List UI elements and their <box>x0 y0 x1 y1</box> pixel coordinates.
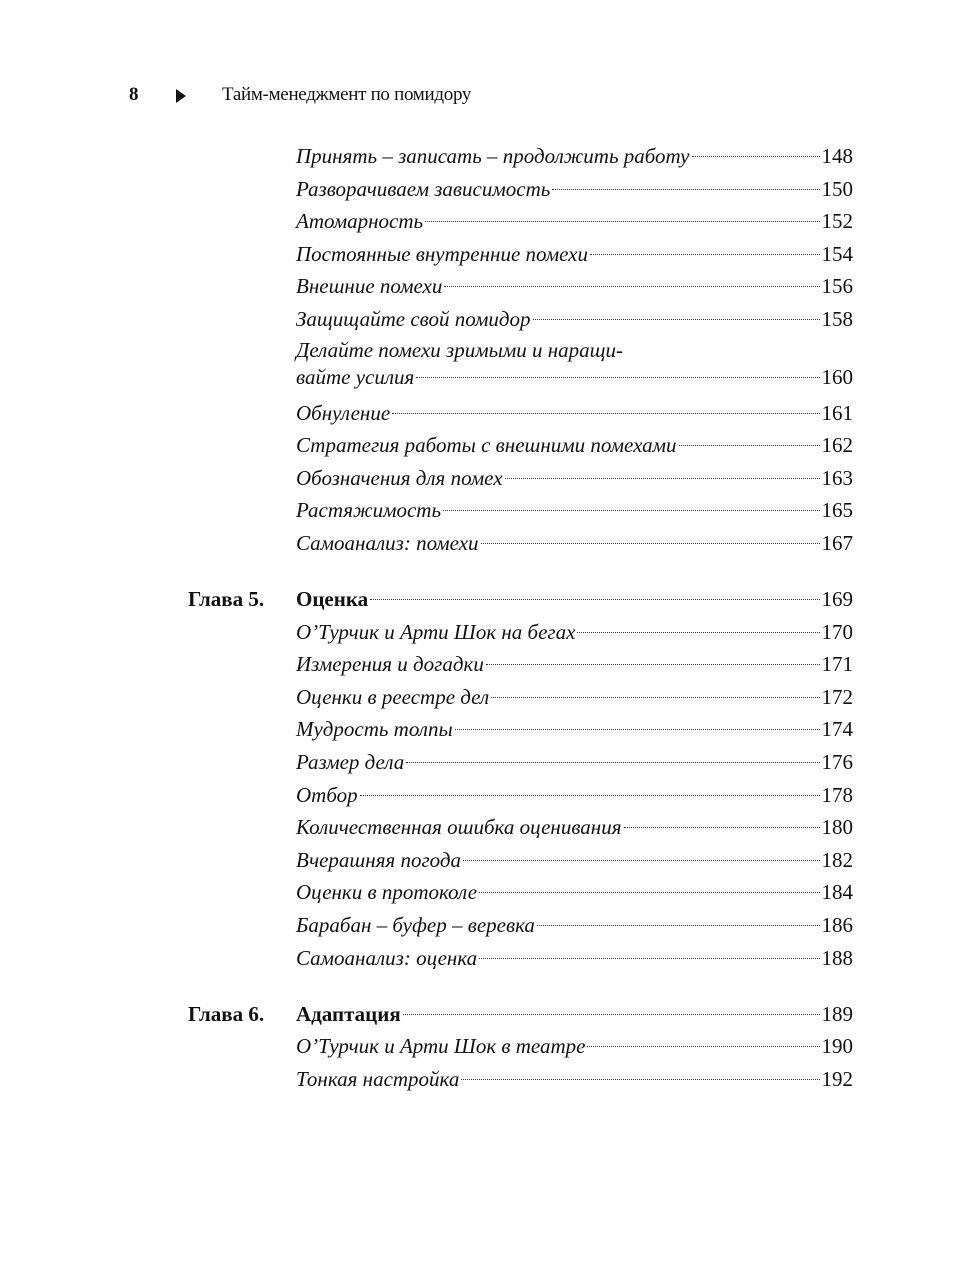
toc-entry-title: Растяжимость <box>296 498 442 523</box>
toc-entry-title: Атомарность <box>296 209 424 234</box>
dot-leader <box>463 860 819 861</box>
dot-leader <box>416 377 819 378</box>
toc-entry-title: Оценки в реестре дел <box>296 684 490 709</box>
running-header <box>0 84 974 110</box>
toc-entry <box>188 494 853 527</box>
dot-leader <box>444 286 819 287</box>
toc-entry-title: Разворачиваем зависимость <box>296 176 551 201</box>
table-of-contents <box>188 140 853 1095</box>
toc-line <box>296 462 853 495</box>
dot-leader <box>692 156 820 157</box>
dot-leader <box>425 221 819 222</box>
toc-line <box>296 397 853 430</box>
dot-leader <box>533 319 820 320</box>
dot-leader <box>590 254 820 255</box>
toc-entry <box>188 713 853 746</box>
toc-page-number: 158 <box>821 306 853 331</box>
toc-page-number: 174 <box>821 717 853 742</box>
toc-group <box>188 140 853 560</box>
toc-page-number: 165 <box>821 498 853 523</box>
toc-page-number: 176 <box>821 750 853 774</box>
dot-leader <box>505 478 820 479</box>
toc-page-number: 192 <box>821 1066 853 1091</box>
toc-page-number: 180 <box>821 815 853 840</box>
toc-entry <box>188 942 853 975</box>
toc-entry <box>188 648 853 681</box>
toc-chapter-row <box>188 583 853 616</box>
toc-entry-title: Оценки в протоколе <box>296 880 478 905</box>
dot-leader <box>624 827 820 828</box>
toc-entry <box>188 173 853 206</box>
toc-page-number: 189 <box>821 1001 853 1026</box>
toc-entry-title: Размер дела <box>296 750 405 774</box>
toc-entry-title: Тонкая настройка <box>296 1066 460 1091</box>
toc-entry <box>188 909 853 942</box>
toc-line <box>296 713 853 746</box>
toc-entry-title: Самоанализ: помехи <box>296 530 479 555</box>
toc-page-number: 160 <box>821 364 853 389</box>
toc-entry-title: Постоянные внутренние помехи <box>296 241 588 266</box>
toc-group <box>188 583 853 974</box>
toc-entry <box>188 303 853 336</box>
toc-page-number: 188 <box>821 945 853 970</box>
toc-line <box>296 746 853 779</box>
toc-line <box>296 494 853 527</box>
toc-page-number: 163 <box>821 465 853 490</box>
chapter-label: Глава 6. <box>188 1001 265 1026</box>
toc-page-number: 161 <box>821 400 853 425</box>
toc-entry-title: Обнуление <box>296 400 391 425</box>
toc-entry-title: Стратегия работы с внешними помехами <box>296 433 677 458</box>
toc-entry-title: вайте усилия <box>296 364 415 389</box>
triangle-right-icon <box>176 89 186 103</box>
toc-entry <box>188 1063 853 1096</box>
toc-entry-title: Измерения и догадки <box>296 652 484 677</box>
dot-leader <box>360 795 820 796</box>
dot-leader <box>479 958 819 959</box>
dot-leader <box>491 697 819 698</box>
toc-page-number: 152 <box>821 209 853 234</box>
toc-group <box>188 998 853 1096</box>
toc-entry-title: Защищайте свой помидор <box>296 306 531 331</box>
dot-leader <box>370 599 819 600</box>
chapter-label: Глава 5. <box>188 587 265 612</box>
dot-leader <box>481 543 820 544</box>
toc-line <box>296 303 853 336</box>
toc-page-number: 186 <box>821 912 853 937</box>
toc-entry <box>188 746 853 779</box>
toc-entry <box>188 270 853 303</box>
toc-entry <box>188 779 853 812</box>
toc-entry-title: Барабан – буфер – веревка <box>296 912 535 937</box>
toc-entry-title: Оценка <box>296 587 369 612</box>
toc-entry <box>188 429 853 462</box>
running-title: Тайм-менеджмент по помидору <box>222 84 472 105</box>
toc-entry-title: Количественная ошибка оценивания <box>296 815 622 840</box>
dot-leader <box>406 762 819 763</box>
toc-entry <box>188 844 853 877</box>
toc-page-number: 156 <box>821 274 853 299</box>
dot-leader <box>577 632 819 633</box>
toc-entry <box>188 336 853 397</box>
toc-entry <box>188 238 853 271</box>
toc-entry <box>188 1030 853 1063</box>
toc-page-number: 182 <box>821 847 853 872</box>
toc-line <box>296 429 853 462</box>
toc-page-number: 170 <box>821 619 853 644</box>
toc-line <box>296 173 853 206</box>
toc-entry-title: Внешние помехи <box>296 274 443 299</box>
toc-entry-title: Мудрость толпы <box>296 717 453 742</box>
toc-line <box>296 681 853 714</box>
toc-line <box>296 779 853 812</box>
dot-leader <box>392 413 819 414</box>
toc-chapter-row <box>188 998 853 1031</box>
toc-line <box>296 583 853 616</box>
toc-line <box>296 811 853 844</box>
toc-line <box>296 876 853 909</box>
toc-line <box>296 616 853 649</box>
toc-line <box>296 270 853 303</box>
toc-entry <box>188 140 853 173</box>
toc-line <box>296 527 853 560</box>
dot-leader <box>403 1014 820 1015</box>
toc-page-number: 190 <box>821 1034 853 1059</box>
toc-entry <box>188 876 853 909</box>
dot-leader <box>455 729 820 730</box>
toc-entry <box>188 616 853 649</box>
dot-leader <box>552 189 819 190</box>
toc-line <box>296 205 853 238</box>
toc-entry-title-line1: Делайте помехи зримыми и наращи- <box>296 337 624 362</box>
toc-entry-title: О’Турчик и Арти Шок в театре <box>296 1034 586 1059</box>
toc-line <box>296 1030 853 1063</box>
toc-line <box>296 238 853 271</box>
dot-leader <box>461 1079 819 1080</box>
page-number: 8 <box>129 84 139 105</box>
toc-entry <box>188 811 853 844</box>
toc-page-number: 167 <box>821 530 853 555</box>
toc-line <box>296 909 853 942</box>
toc-entry-title: Обозначения для помех <box>296 465 503 490</box>
dot-leader <box>587 1046 819 1047</box>
dot-leader <box>679 445 820 446</box>
toc-entry <box>188 681 853 714</box>
toc-entry-title: Вчерашняя погода <box>296 847 462 872</box>
toc-page-number: 162 <box>821 433 853 458</box>
toc-page-number: 150 <box>821 176 853 201</box>
toc-line <box>296 844 853 877</box>
toc-entry-title: Адаптация <box>296 1001 401 1026</box>
toc-page-number: 154 <box>821 241 853 266</box>
toc-line <box>296 140 853 173</box>
toc-entry-title: Самоанализ: оценка <box>296 945 478 970</box>
toc-entry <box>188 527 853 560</box>
toc-entry-title: Отбор <box>296 782 358 807</box>
toc-entry <box>188 462 853 495</box>
toc-line <box>296 942 853 975</box>
toc-entry-title: Принять – записать – продолжить работу <box>296 144 690 168</box>
dot-leader <box>479 892 819 893</box>
toc-entry-title: О’Турчик и Арти Шок на бегах <box>296 619 576 644</box>
toc-line <box>296 998 853 1031</box>
toc-page-number: 172 <box>821 684 853 709</box>
dot-leader <box>443 510 819 511</box>
toc-page-number: 178 <box>821 782 853 807</box>
toc-page-number: 171 <box>821 652 853 677</box>
toc-line <box>296 364 853 391</box>
toc-line <box>296 648 853 681</box>
toc-page-number: 169 <box>821 587 853 612</box>
toc-entry <box>188 205 853 238</box>
toc-page-number: 148 <box>821 144 853 168</box>
dot-leader <box>537 925 820 926</box>
toc-page-number: 184 <box>821 880 853 905</box>
toc-entry <box>188 397 853 430</box>
dot-leader <box>486 664 820 665</box>
toc-line <box>296 1063 853 1096</box>
